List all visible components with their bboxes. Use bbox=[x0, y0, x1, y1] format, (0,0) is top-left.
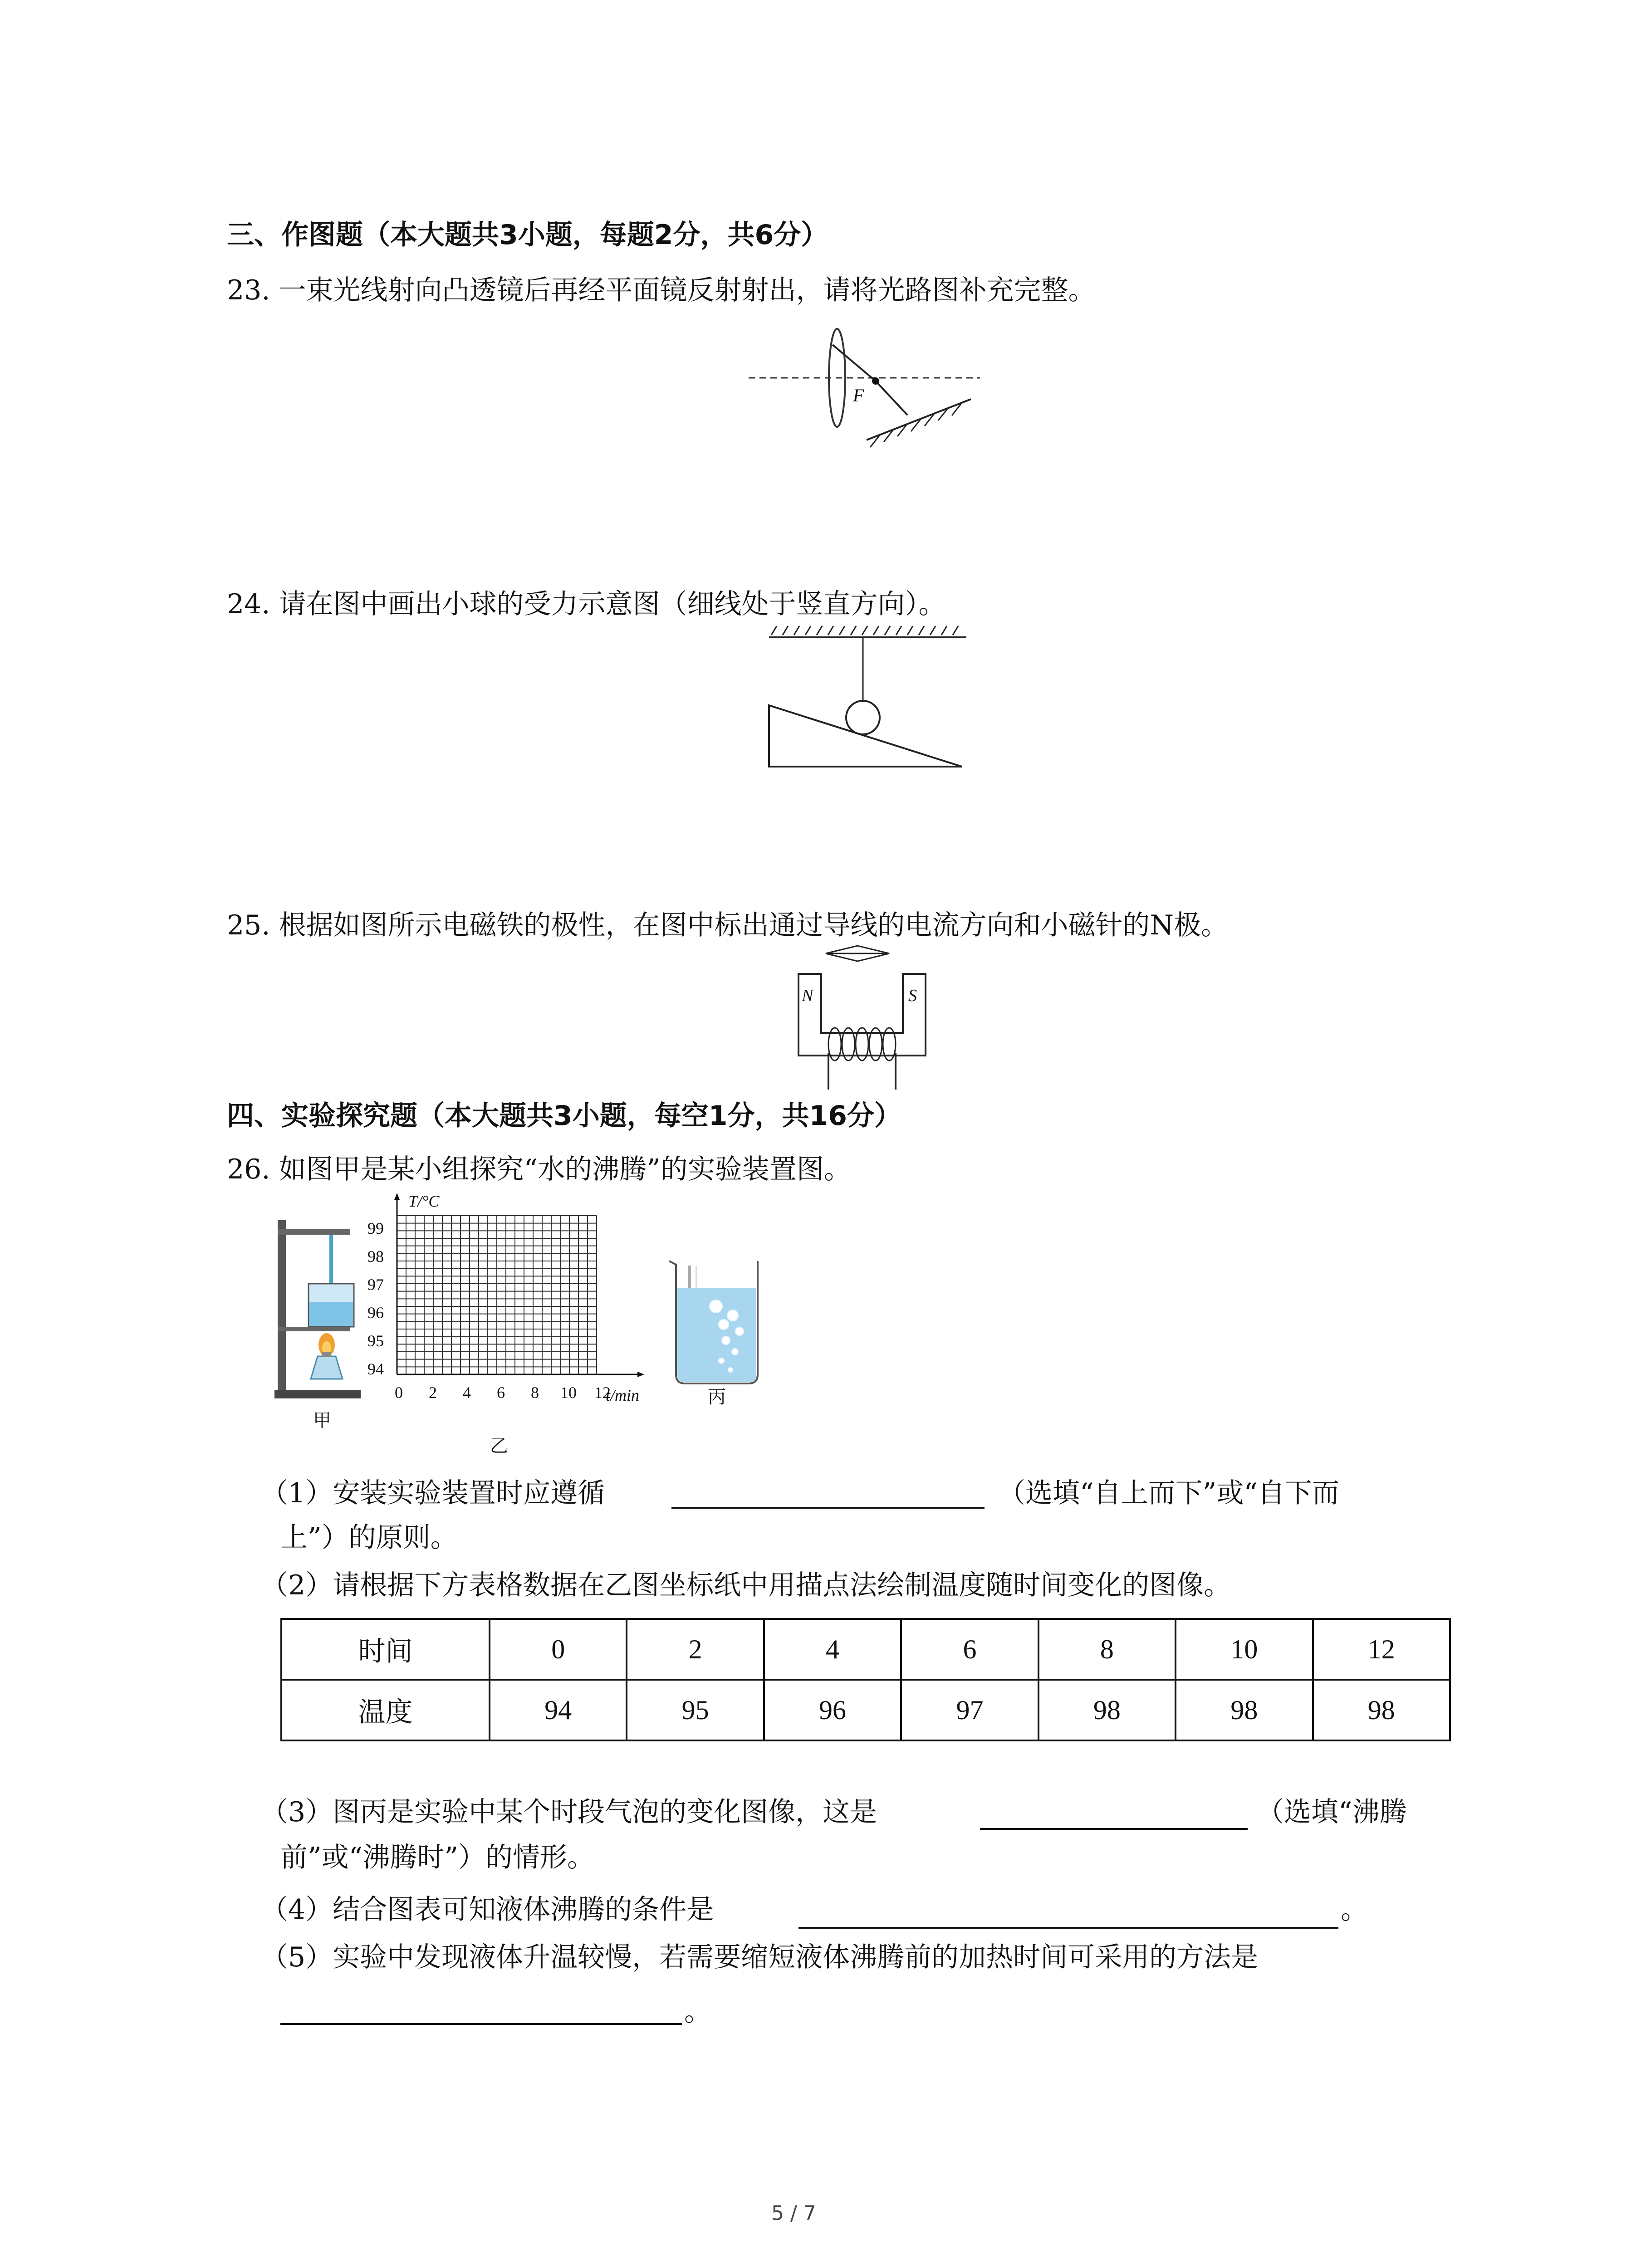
sub1-answer-blank[interactable] bbox=[671, 1507, 985, 1509]
sub5-answer-blank[interactable] bbox=[280, 2023, 682, 2025]
table-cell: 95 bbox=[627, 1680, 764, 1740]
question-24-text: 24. 请在图中画出小球的受力示意图（细线处于竖直方向）。 bbox=[227, 588, 946, 620]
sub1-text-a: （1）安装实验装置时应遵循 bbox=[261, 1477, 605, 1509]
x-tick-label: 8 bbox=[531, 1383, 539, 1402]
focus-label: F bbox=[853, 385, 864, 406]
q24-ball-incline-diagram bbox=[762, 621, 975, 776]
table-cell: 8 bbox=[1038, 1619, 1176, 1680]
table-cell: 0 bbox=[490, 1619, 627, 1680]
x-tick-label: 2 bbox=[429, 1383, 437, 1402]
y-tick-label: 98 bbox=[367, 1247, 384, 1266]
table-cell: 6 bbox=[901, 1619, 1038, 1680]
sub4-answer-blank[interactable] bbox=[798, 1927, 1338, 1929]
q25-electromagnet-diagram bbox=[789, 944, 944, 1094]
graph-y-label: T/°C bbox=[408, 1192, 440, 1210]
fig-label-yi: 乙 bbox=[490, 1436, 508, 1457]
y-tick-label: 94 bbox=[367, 1360, 384, 1378]
x-tick-label: 0 bbox=[395, 1383, 403, 1402]
table-cell: 94 bbox=[490, 1680, 627, 1740]
table-row-temperature bbox=[281, 1680, 1450, 1740]
page-number: 5 / 7 bbox=[771, 2202, 816, 2225]
sub1-text-b: （选填“自上而下”或“自下而 bbox=[998, 1477, 1340, 1509]
question-25-text: 25. 根据如图所示电磁铁的极性，在图中标出通过导线的电流方向和小磁针的N极。 bbox=[227, 909, 1228, 941]
table-cell: 10 bbox=[1176, 1619, 1313, 1680]
fig-label-jia: 甲 bbox=[313, 1410, 331, 1431]
sub3-answer-blank[interactable] bbox=[980, 1828, 1248, 1830]
sub3-text-b: （选填“沸腾 bbox=[1257, 1796, 1407, 1828]
sub3-text-a: （3）图丙是实验中某个时段气泡的变化图像，这是 bbox=[261, 1796, 877, 1828]
graph-x-label: t/min bbox=[606, 1386, 640, 1404]
pole-n-label: N bbox=[802, 986, 813, 1005]
fig-yi-temperature-graph bbox=[354, 1188, 662, 1415]
y-tick-label: 95 bbox=[367, 1332, 384, 1350]
table-cell: 2 bbox=[627, 1619, 764, 1680]
fig-bing-beaker bbox=[662, 1252, 771, 1388]
table-cell: 时间 bbox=[281, 1619, 490, 1680]
y-tick-label: 99 bbox=[367, 1219, 384, 1237]
q23-lens-mirror-diagram bbox=[744, 327, 989, 463]
y-tick-label: 97 bbox=[367, 1276, 384, 1294]
table-row-time bbox=[281, 1619, 1450, 1680]
question-23-text: 23. 一束光线射向凸透镜后再经平面镜反射射出，请将光路图补充完整。 bbox=[227, 274, 1096, 306]
table-cell: 98 bbox=[1176, 1680, 1313, 1740]
x-tick-label: 4 bbox=[463, 1383, 471, 1402]
x-tick-label: 12 bbox=[594, 1383, 611, 1402]
table-cell: 98 bbox=[1038, 1680, 1176, 1740]
table-cell: 12 bbox=[1313, 1619, 1450, 1680]
sub5-period: 。 bbox=[684, 1996, 711, 2028]
sub5-text: （5）实验中发现液体升温较慢，若需要缩短液体沸腾前的加热时间可采用的方法是 bbox=[261, 1941, 1259, 1973]
sub4-period: 。 bbox=[1341, 1894, 1368, 1926]
table-cell: 98 bbox=[1313, 1680, 1450, 1740]
sub1-text-c: 上”）的原则。 bbox=[280, 1522, 458, 1554]
temperature-data-table bbox=[280, 1618, 1451, 1741]
sub2-text: （2）请根据下方表格数据在乙图坐标纸中用描点法绘制温度随时间变化的图像。 bbox=[261, 1569, 1231, 1601]
x-tick-label: 6 bbox=[497, 1383, 505, 1402]
table-cell: 温度 bbox=[281, 1680, 490, 1740]
section-3-heading: 三、作图题（本大题共3小题，每题2分，共6分） bbox=[227, 219, 828, 251]
table-cell: 4 bbox=[764, 1619, 901, 1680]
y-tick-label: 96 bbox=[367, 1304, 384, 1322]
fig-label-bing: 丙 bbox=[708, 1387, 726, 1408]
table-cell: 96 bbox=[764, 1680, 901, 1740]
table-cell: 97 bbox=[901, 1680, 1038, 1740]
fig-jia-apparatus bbox=[272, 1216, 363, 1406]
section-4-heading: 四、实验探究题（本大题共3小题，每空1分，共16分） bbox=[227, 1100, 901, 1132]
sub3-text-c: 前”或“沸腾时”）的情形。 bbox=[280, 1842, 595, 1873]
x-tick-label: 10 bbox=[560, 1383, 577, 1402]
pole-s-label: S bbox=[908, 986, 917, 1005]
question-26-text: 26. 如图甲是某小组探究“水的沸腾”的实验装置图。 bbox=[227, 1154, 851, 1185]
sub4-text: （4）结合图表可知液体沸腾的条件是 bbox=[261, 1894, 714, 1926]
